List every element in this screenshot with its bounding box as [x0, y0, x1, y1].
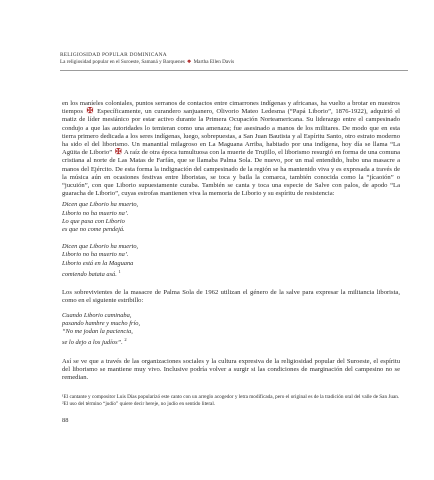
paragraph-2: Los sobrevivientes de la masacre de Palma Sola de 1962 utilizan el género de la salve para expresar la militancia liborista, como en el siguiente estribillo:: [62, 289, 400, 305]
verse-line-text: se lo dejo a los judíos”.: [62, 339, 123, 347]
verse-line: Lo que pasa con Liborio: [62, 217, 125, 225]
footnotes: [62, 394, 400, 407]
verse-line: es que no come pendejá.: [62, 226, 125, 234]
verse-line: pasando hambre y mucho frío,: [62, 319, 141, 327]
main-text: [62, 100, 400, 407]
footnote-1: ¹El cantante y compositor Luis Días popularizó este canto con un arreglo acogedor y letra modificada, pero el original es de la tradición oral del valle de San Juan.: [62, 394, 400, 401]
verse-line: “No me jodan la paciencia,: [62, 328, 133, 335]
header-rule: [60, 70, 408, 71]
verse-block-2: [62, 243, 400, 279]
spacer: [62, 279, 400, 289]
verse-line: Liborio no ha muerto na’.: [62, 209, 129, 217]
diamond-separator-icon: ❖: [186, 59, 192, 65]
footnote-ref: 1: [118, 268, 121, 274]
book-title: RELIGIOSIDAD POPULAR DOMINICANA: [60, 52, 167, 58]
verse-line: Liborio está en la Maguana: [62, 259, 134, 267]
paragraph-1: [62, 100, 400, 198]
paragraph-1-part-1: en los maníeles coloniales, puntos serranos de contactos entre cimarrones indígenas y africanas, ha vuelto a brotar en nuestros tiempos: [62, 100, 400, 116]
verse-line: Liborio no ha muerto na’.: [62, 251, 129, 259]
header-subtitle-line: [60, 59, 400, 66]
book-author: Martha Ellen Davis: [193, 59, 235, 65]
verse-block-1: [62, 201, 400, 234]
paragraph-3: Así se ve que a través de las organizaciones sociales y la cultura expresiva de la religiosidad popular del Suroeste, el espíritu del liborismo se mantiene muy vivo. Inclusive podría volver a surgir si las condiciones de marginación del campesino no se remedian.: [62, 357, 400, 381]
verse-line-text: comiendo batata asá.: [62, 270, 117, 278]
verse-line: [62, 268, 400, 279]
book-subtitle: La religiosidad popular en el Suroeste, Samaná y Barquenes: [60, 59, 185, 65]
footnote-2: ²El uso del término “judío” quiere decir hereje, no judío en sentido literal.: [62, 400, 216, 407]
verse-block-3: [62, 312, 400, 348]
paragraph-1-part-2: Específicamente, un curandero sanjuanero, Olivorio Mateo Ledesma (“Papá Liborio”, 1876-1922), adquirió el matiz de líder mesiánico por estar activo durante la Primera Ocupación Norteamericana. Su liderazgo entre el campesinado condujo a que las autoridades lo temieran como una amenaza; fue asesinado a manos de los militares. De modo que en esta tierra primero dedicada a los seres indígenas, luego, sobrepuestas, a San Juan Bautista y al Espíritu Santo, otro estrato moderno ha sido el del liborismo. Un manantial milagroso en La Maguana Arriba, habitado por una indígena, hoy día se llama “La Agüita de Liborio”: [62, 108, 400, 157]
cross-ornament-icon: ✠: [86, 106, 94, 116]
spacer: [62, 348, 400, 358]
running-header: [60, 52, 400, 66]
paragraph-1-part-3: A raíz de otra época tumultuosa con la muerte de Trujillo, el liborismo resurgió en forma de una comuna cristiana al norte de Las Matas de Farfán, que se llamaba Palma Sola. De nuevo, por un mal entendido, hubo una masacre a manos del Ejército. De esta forma la indignación del campesinado de la región se ha mantenido viva y es expresada a través de la música aún en ocasiones festivas entre liboristas, se toca y baila la comarca, también conocida como la “jícaoión” o “jucuión”, con que Liborio supuestamente curaba. También se canta y toca una especie de Salve con palos, de apodo “La guaracha de Liborio”, cuyas estrofas mantienen viva la memoria de Liborio y su espíritu de resistencia:: [62, 149, 401, 198]
verse-line: Cuando Liborio caminaba,: [62, 311, 132, 319]
verse-line: [62, 336, 400, 347]
cross-ornament-icon: ✠: [114, 147, 122, 157]
verse-line: Dicen que Liborio ha muerto,: [62, 201, 139, 209]
spacer: [62, 234, 400, 240]
page-number: 88: [62, 417, 69, 424]
footnote-ref: 2: [124, 337, 127, 343]
verse-line: Dicen que Liborio ha muerto,: [62, 243, 139, 251]
